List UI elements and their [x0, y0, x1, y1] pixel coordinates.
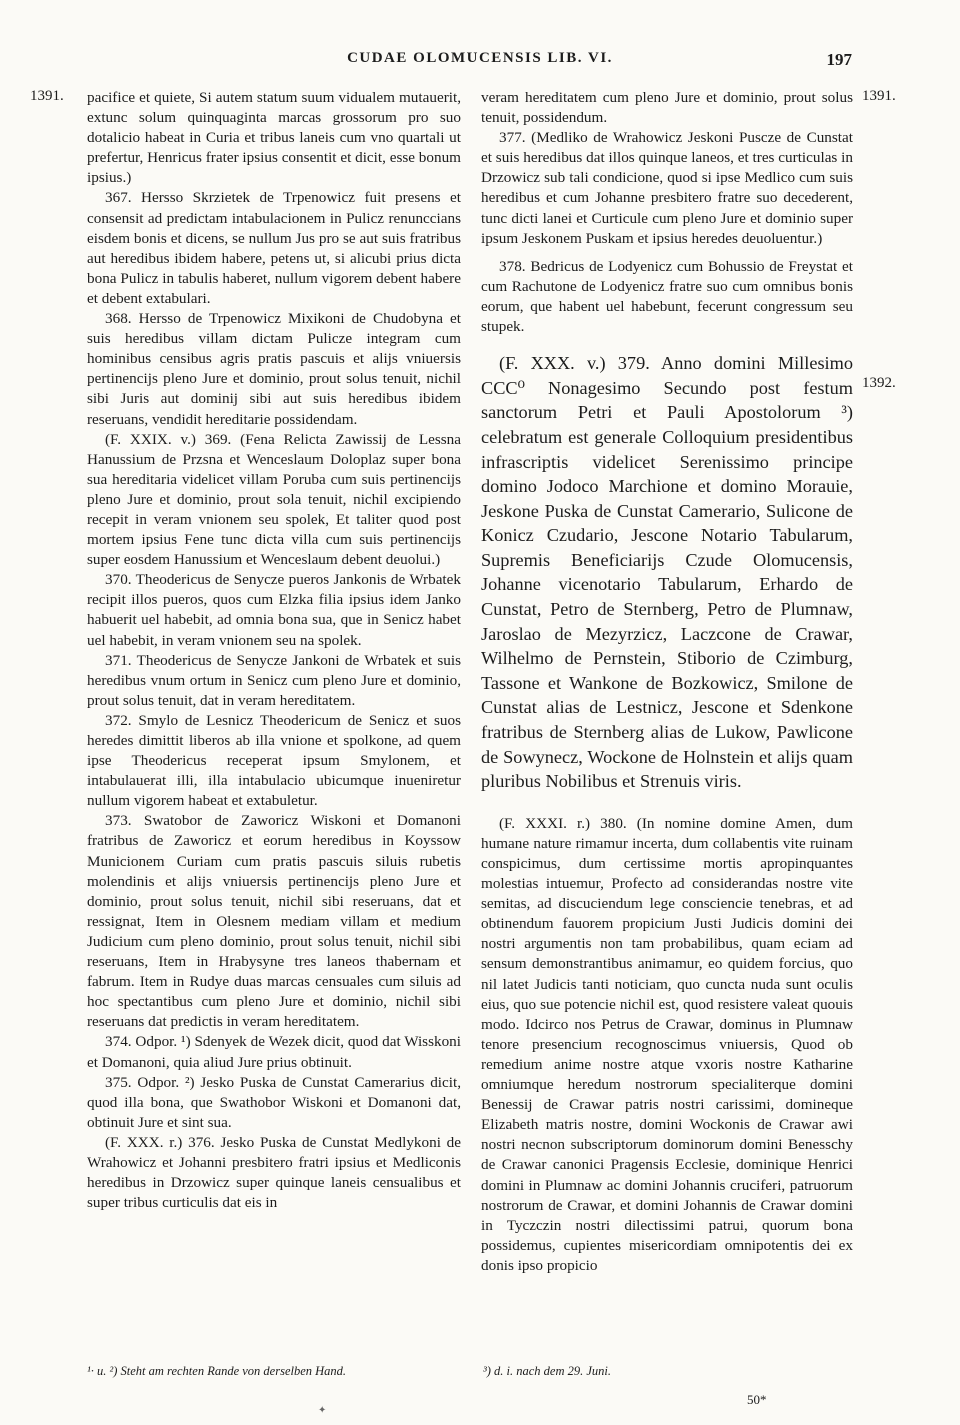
running-head: CUDAE OLOMUCENSIS LIB. VI. [347, 50, 613, 66]
entry-paragraph: (F. XXIX. v.) 369. (Fena Relicta Zawissij de Lessna Hanussium de Przsna et Wenceslaum Doloplaz super bona sua hereditaria videlicet villam Poruba cum suis pertinencijs pleno Jure et dominio, prout sola tenuit, nichil excipiendo recepit in veram vnionem seu spolek, Et taliter quod post mortem ipsius Fene tunc dicta villa cum suis pertinencijs super eosdem Hanussium et Wenceslaum debent deuolui.) [87, 430, 461, 569]
entry-paragraph: (F. XXX. r.) 376. Jesko Puska de Cunstat Medlykoni de Wrahowicz et Johanni presbitero fratri ipsius et Medliconis heredibus in Drzowicz super quinque laneis censualibus et super tribus curticulis dat eis in [87, 1133, 461, 1212]
margin-year-right-top: 1391. [862, 88, 896, 104]
entry-paragraph: pacifice et quiete, Si autem statum suum vidualem mutauerit, extunc solum quinquaginta marcas grossorum pro suo dotalicio habeat in Curia et tribus laneis cum vno quartali ut prefertur, Henricus frater ipsius consentit et dicit, esse bonum ipsius.) [87, 89, 461, 187]
entry-paragraph: 378. Bedricus de Lodyenicz cum Bohussio de Freystat et cum Rachutone de Lodyenicz fratre suo cum omnibus bonis eorum, que habent uel habebunt, fecerunt congressum seu stupek. [481, 257, 853, 336]
page-header [0, 46, 960, 76]
signature-mark: 50* [747, 1392, 767, 1407]
margin-year-left: 1391. [30, 88, 64, 104]
margin-year-right-mid: 1392. [862, 375, 896, 391]
entry-paragraph: 372. Smylo de Lesnicz Theodericum de Senicz et suos heredes dimittit liberos ab illa vnione et spolkone, ad quem ipse Theodericus receperat ipsum Smylonem, et intabulauerat illi, illa intabulacio ubicumque inueniretur nullum vigorem habeat et extabuletur. [87, 711, 461, 810]
left-column [87, 88, 461, 1213]
footnote-left: ¹· u. ²) Steht am rechten Rande von derselben Hand. [87, 1364, 347, 1378]
entry-paragraph: 374. Odpor. ¹) Sdenyek de Wezek dicit, quod dat Wisskoni et Domanoni, quia aliud Jure prius obtinuit. [87, 1033, 461, 1071]
printer-mark: ✦ [318, 1405, 327, 1416]
entry-paragraph: 370. Theodericus de Senycze pueros Jankonis de Wrbatek recipit illos pueros, quos cum Elzka filia ipsius idem Janko habuerit uel habebit, ad omnia bona sua, que in Senicz habet uel habebit, in veram vnionem seu na spolek. [87, 571, 461, 649]
colloquium-paragraph: (F. XXX. v.) 379. Anno domini Millesimo CCC⁰ Nonagesimo Secundo post festum sanctorum Petri et Pauli Apostolorum ³) celebratum est generale Colloquium presidentibus infrascriptis videlicet Serenissimo principe domino Jodoco Marchione et domino Morauie, Jeskone Puska de Cunstat Camerario, Sulicone de Konicz Czudario, Jescone Notario Tabularum, Supremis Beneficiarijs Czude Olomucensis, Johanne vicenotario Tabularum, Erhardo de Cunstat, Petro de Sternberg, Petro de Plumnaw, Jaroslao de Mezyrzicz, Laczcone de Crawar, Wilhelmo de Pernstein, Stiborio de Czimburg, Tassone et Wankone de Bozkowicz, Smilone de Cunstat alias de Lestnicz, Jescone et Sdenkone fratribus de Sternberg alias de Lukow, Pawlicone de Sowynecz, Wockone de Holnstein et alijs quam pluribus Nobilibus et Strenuis viris. [481, 353, 853, 792]
entry-paragraph: 375. Odpor. ²) Jesko Puska de Cunstat Camerarius dicit, quod illa bona, que Swathobor Wiskoni et Domanoni dat, obtinuit Jure et sint sua. [87, 1073, 461, 1131]
entry-paragraph: 371. Theodericus de Senycze Jankoni de Wrbatek et suis heredibus vnum ortum in Senicz cum pleno Jure et dominio, prout solus tenuit, dat in veram hereditatem. [87, 651, 461, 709]
entry-paragraph: 368. Hersso de Trpenowicz Mixikoni de Chudobyna et suis heredibus villam dictam Pulicze integram cum hominibus censibus agris pratis pascuis et alijs vniuersis pertinencijs pleno Jure et dominio, prout solus tenuit, nichil sibi Juris aut dominij sibi aut suis heredibus ibidem reseruans, vendidit hereditarie possidendam. [87, 310, 461, 428]
entry-paragraph: 377. (Medliko de Wrahowicz Jeskoni Puscze de Cunstat et suis heredibus dat illos quinque laneos, et tres curticulas in Drzowicz sub tali condicione, quod si ipse Medlico cum suis heredibus et cum Johanne presbitero fratre suo decederent, tunc dicti lanei et Curticule cum pleno Jure et dominio super ipsum Jeskonem Puskam et ipsius heredes deuoluentur.) [481, 129, 853, 247]
entry-paragraph: (F. XXXI. r.) 380. (In nomine domine Amen, dum humane nature rimamur incerta, dum collabentis vite ruinam conspicimus, dum certissime mortis apropinquantes molestias intuemur, Profecto ad considerandas nostre vite semitas, ad discuciendum lege consciencie tenebras, et ad obtinendum fauorem propicium Justi Judicis domini dei nostri argumentis non tam probabilibus, quam eciam ad sensum demonstrantibus animamur, eo quidem forcius, quo nil latet Judicis tanti noticiam, quo cuncta nuda sunt oculis eius, quo sue potencie nichil est, quod resistere valeat quouis modo. Idcirco nos Petrus de Crawar, dominus in Plumnaw tenore presencium recognoscimus vniuersis, Quod ob remedium anime nostre atque vxoris nostre Katharine omniumque heredum nostrorum specialiterque domini Benessij de Crawar patris nostri carissimi, domineque Elizabeth matris nostre, domini Wockonis de Crawar awi nostri necnon subscriptorum dominorum domini Benesschy de Crawar canonici Pragensis Ecclesie, dominique Henrici domini in Plumnaw ac domini Johannis cruciferi, patruorum nostrorum de Crawar, et domini Johannis de Crawar domini in Tyczczin nostri dilectissimi patrui, quorum bona possidemus, cupientes misericordiam omnipotentis dei ex donis ipso propicio [481, 814, 853, 1274]
footnote-right: ³) d. i. nach dem 29. Juni. [483, 1364, 612, 1378]
right-column [481, 88, 853, 1276]
entry-paragraph: 367. Hersso Skrzietek de Trpenowicz fuit presens et consensit ad predictam intabulacionem in Pulicz renunccians eisdem bonis et dicens, se nullum Jus pro se aut suis fratribus aut heredibus ibidem habere, petens ut, si alicubi prius dicta bona Pulicz in tabulis haberet, nullum vigorem debent habere et debent extabulari. [87, 189, 461, 307]
page-number: 197 [826, 50, 852, 69]
entry-paragraph: 373. Swatobor de Zaworicz Wiskoni et Domanoni fratribus de Zaworicz et eorum heredibus in Koyssow Municionem Curiam cum pratis pascuis siluis rubetis molendinis et alijs vniuersis pertinencijs pleno Jure et dominio, prout solus tenuit, nichil sibi reseruans, dat et ressignat, Item in Olesnem mediam villam et medium Judicium cum pleno dominio, prout solus tenuit, nichil sibi reseruans, Item in Hrabysyne tres laneos thabernam et fabrum. Item in Rudye duas marcas censuales cum siluis ad hoc spectantibus cum pleno Jure et dominio, nichil sibi reseruans dat predictis in veram hereditatem. [87, 812, 461, 1031]
entry-paragraph: veram hereditatem cum pleno Jure et dominio, prout solus tenuit, possidendum. [481, 89, 853, 127]
